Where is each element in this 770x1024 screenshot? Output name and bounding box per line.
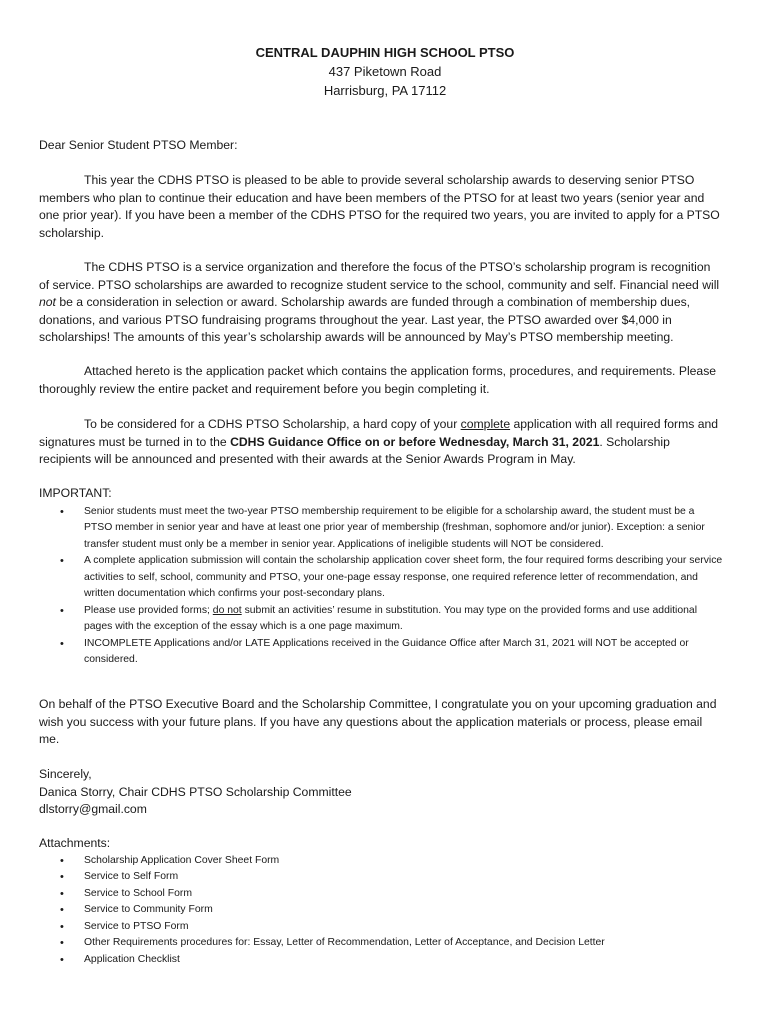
letterhead	[0, 43, 770, 100]
attachments-title: Attachments:	[39, 836, 111, 850]
list-item: • Service to Community Form	[39, 902, 723, 919]
signer-email: dlstorry@gmail.com	[39, 802, 147, 816]
important-title: IMPORTANT:	[39, 486, 112, 500]
paragraph-intro	[39, 172, 723, 242]
paragraph-deadline-text-a: To be considered for a CDHS PTSO Scholarship, a hard copy of your	[84, 417, 461, 431]
list-item-text-a: Please use provided forms;	[84, 604, 213, 616]
attachments-section	[39, 835, 723, 969]
list-item	[39, 603, 723, 636]
important-list	[39, 504, 723, 669]
list-item: • Service to School Form	[39, 886, 723, 903]
list-item: • A complete application submission will contain the scholarship application cover sheet form, the four required forms describing your service activities to self, school, community and PTSO, your one-page essay response, one required reference letter of recommendation, and written documentation which confirms your post-secondary plans.	[39, 553, 723, 603]
paragraph-attached-text: Attached hereto is the application packet which contains the application forms, procedures, and requirements. Please thoroughly review the entire packet and requirement before you begin completing it.	[39, 364, 717, 396]
attachments-list	[39, 853, 723, 969]
paragraph-service	[39, 259, 723, 347]
paragraph-deadline-text-b: application with all required forms and signatures must be turned in to the	[39, 417, 719, 449]
signer-name: Danica Storry, Chair CDHS PTSO Scholarship Committee	[39, 784, 352, 799]
address-line-2: Harrisburg, PA 17112	[323, 83, 447, 98]
paragraph-closing: On behalf of the PTSO Executive Board and the Scholarship Committee, I congratulate you on your upcoming graduation and wish you success with your future plans. If you have any questions about the application materials or process, please email me.	[39, 697, 717, 746]
paragraph-attached	[39, 363, 723, 398]
list-item: • Other Requirements procedures for: Essay, Letter of Recommendation, Letter of Acceptance, and Decision Letter	[39, 935, 723, 952]
important-section	[39, 485, 723, 669]
list-item-text-b: submit an activities’ resume in substitution. You may type on the provided forms and use additional pages with the exception of the essay which is a one page maximum.	[84, 604, 698, 632]
organization-name: CENTRAL DAUPHIN HIGH SCHOOL PTSO	[255, 45, 515, 60]
paragraph-deadline-text-c: . Scholarship recipients will be announced and presented with their awards at the Senior Awards Program in May.	[39, 434, 670, 466]
paragraph-intro-text: This year the CDHS PTSO is pleased to be able to provide several scholarship awards to deserving senior PTSO members who plan to continue their education and have been members of the PTSO for at least two years (senior year and one prior year). If you have been a member of the CDHS PTSO for the required two years, you are invited to apply for a PTSO scholarship.	[39, 173, 720, 240]
paragraph-service-emphasis: not	[39, 295, 56, 309]
list-item: • Senior students must meet the two-year PTSO membership requirement to be eligible for a scholarship award, the student must be a PTSO member in senior year and have at least one prior year of membership (freshman, sophomore and/or junior). Exception: a senior transfer student must only be a member in senior year. Applications of ineligible students will NOT be considered.	[39, 504, 723, 554]
list-item: • INCOMPLETE Applications and/or LATE Applications received in the Guidance Office after March 31, 2021 will NOT be accepted or considered.	[39, 636, 723, 669]
paragraph-service-text-b: be a consideration in selection or award. Scholarship awards are funded through a combination of membership dues, donations, and various PTSO fundraising programs throughout the year. Last year, the PTSO awarded over $4,000 in scholarships! The amounts of this year’s scholarship awards will be announced by May’s PTSO membership meeting.	[39, 295, 691, 344]
address-line-1: 437 Piketown Road	[328, 64, 442, 79]
salutation: Dear Senior Student PTSO Member:	[39, 138, 238, 152]
list-item: • Application Checklist	[39, 952, 723, 969]
signature-block	[39, 766, 723, 819]
list-item: • Scholarship Application Cover Sheet Form	[39, 853, 723, 870]
list-item: • Service to PTSO Form	[39, 919, 723, 936]
closing: Sincerely,	[39, 767, 92, 781]
paragraph-deadline	[39, 416, 723, 469]
list-item-underlined: do not	[212, 604, 242, 616]
paragraph-deadline-underlined: complete	[460, 417, 511, 431]
paragraph-deadline-bold: CDHS Guidance Office on or before Wednesday, March 31, 2021	[230, 434, 600, 449]
list-item: • Service to Self Form	[39, 869, 723, 886]
paragraph-service-text-a: The CDHS PTSO is a service organization and therefore the focus of the PTSO’s scholarship program is recognition of service. PTSO scholarships are awarded to recognize student service to the school, community and self. Financial need will	[39, 260, 720, 292]
